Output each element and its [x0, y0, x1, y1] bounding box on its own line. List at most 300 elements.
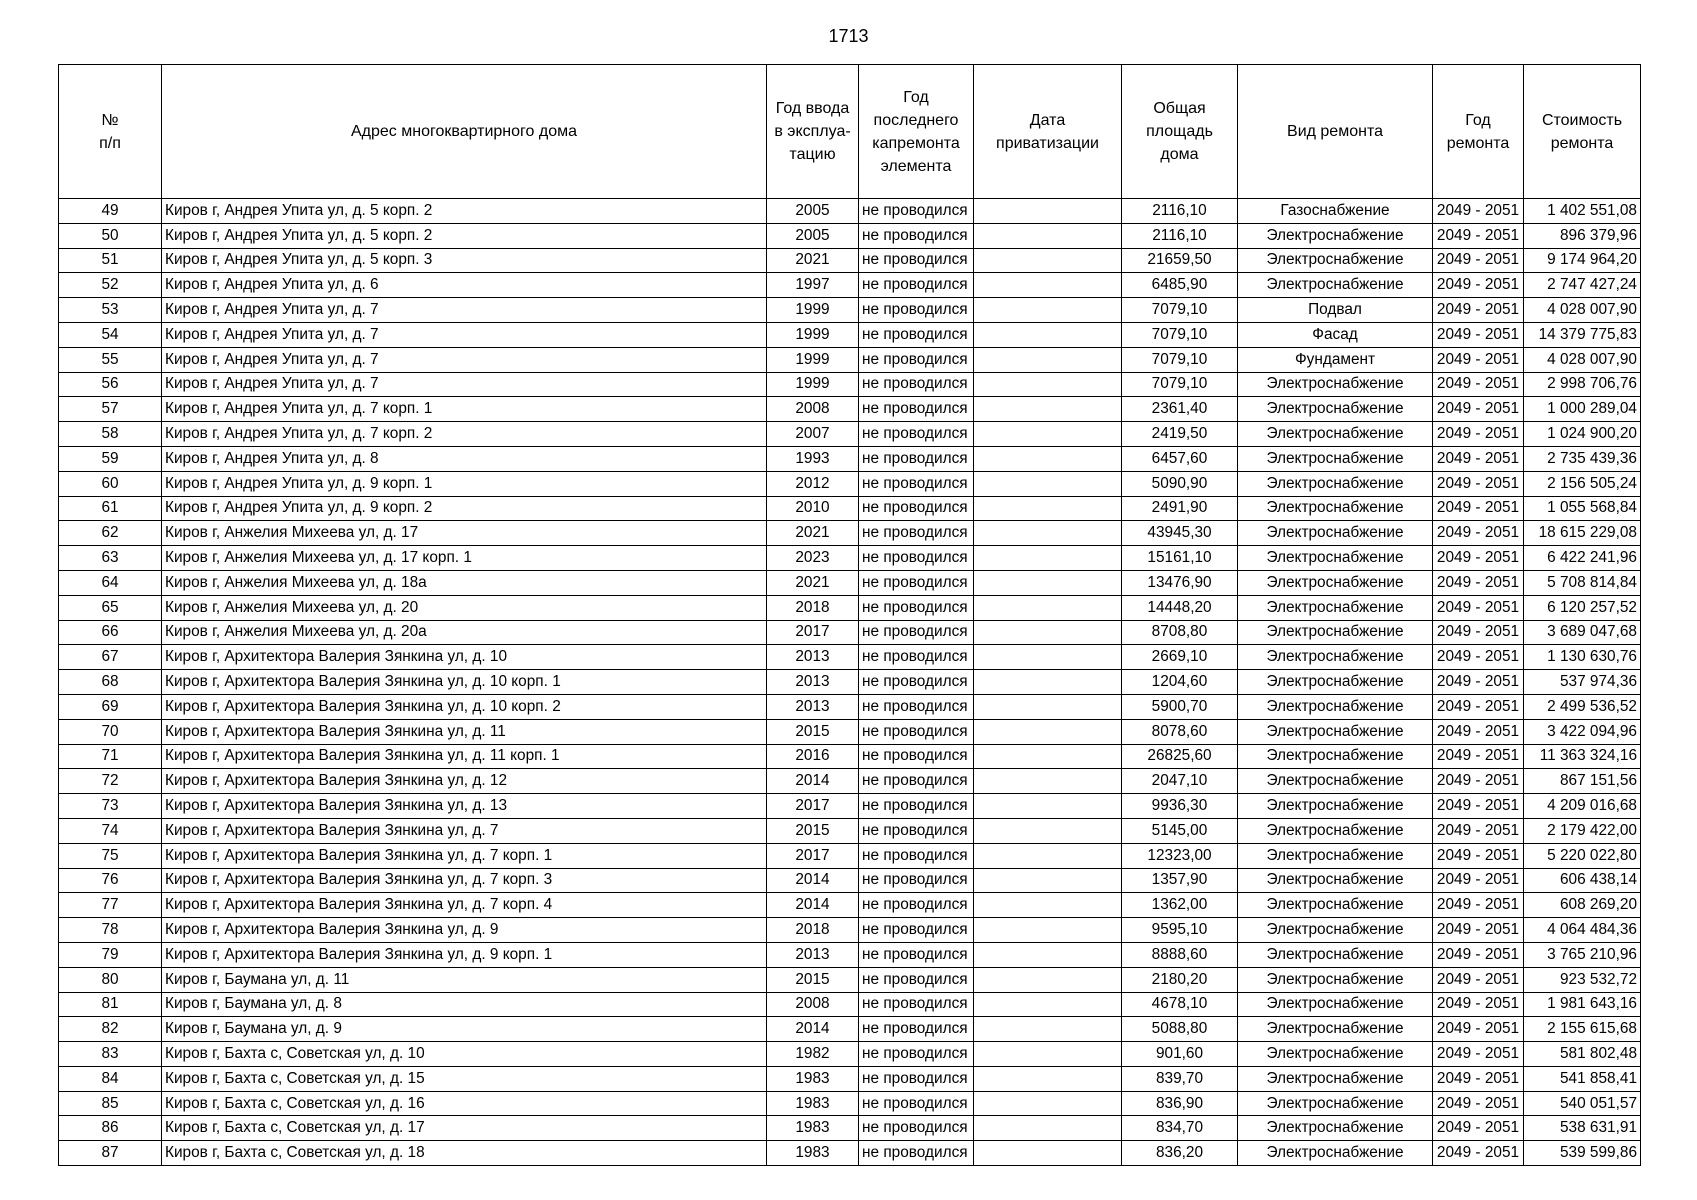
cost-cell: 2 735 439,36 [1524, 446, 1641, 471]
repair-type-cell: Электроснабжение [1238, 496, 1433, 521]
address-cell: Киров г, Архитектора Валерия Зянкина ул, д. 11 [162, 719, 767, 744]
year-built-cell: 2007 [767, 422, 859, 447]
cost-cell: 608 269,20 [1524, 893, 1641, 918]
row-number: 54 [59, 322, 162, 347]
address-cell: Киров г, Анжелия Михеева ул, д. 17 [162, 521, 767, 546]
row-number: 84 [59, 1066, 162, 1091]
repair-type-cell: Электроснабжение [1238, 471, 1433, 496]
privatization-cell [974, 496, 1122, 521]
address-cell: Киров г, Бахта с, Советская ул, д. 15 [162, 1066, 767, 1091]
repair-type-cell: Электроснабжение [1238, 620, 1433, 645]
address-cell: Киров г, Анжелия Михеева ул, д. 18а [162, 570, 767, 595]
repair-year-cell: 2049 - 2051 [1433, 868, 1524, 893]
privatization-cell [974, 645, 1122, 670]
table-row [59, 620, 1641, 645]
last-repair-cell: не проводился [859, 1091, 974, 1116]
row-number: 66 [59, 620, 162, 645]
privatization-cell [974, 422, 1122, 447]
year-built-cell: 1999 [767, 298, 859, 323]
area-cell: 2180,20 [1122, 967, 1238, 992]
row-number: 65 [59, 595, 162, 620]
row-number: 60 [59, 471, 162, 496]
year-built-cell: 1999 [767, 372, 859, 397]
repair-year-cell: 2049 - 2051 [1433, 794, 1524, 819]
area-cell: 9595,10 [1122, 918, 1238, 943]
repair-year-cell: 2049 - 2051 [1433, 719, 1524, 744]
row-number: 64 [59, 570, 162, 595]
table-row [59, 199, 1641, 224]
repair-year-cell: 2049 - 2051 [1433, 843, 1524, 868]
cost-cell: 606 438,14 [1524, 868, 1641, 893]
area-cell: 2491,90 [1122, 496, 1238, 521]
cost-cell: 4 028 007,90 [1524, 347, 1641, 372]
year-built-cell: 2005 [767, 199, 859, 224]
row-number: 87 [59, 1141, 162, 1166]
privatization-cell [974, 818, 1122, 843]
repair-type-cell: Фасад [1238, 322, 1433, 347]
row-number: 53 [59, 298, 162, 323]
privatization-cell [974, 397, 1122, 422]
year-built-cell: 2014 [767, 1017, 859, 1042]
year-built-cell: 2023 [767, 546, 859, 571]
address-cell: Киров г, Бахта с, Советская ул, д. 17 [162, 1116, 767, 1141]
privatization-cell [974, 843, 1122, 868]
repair-year-cell: 2049 - 2051 [1433, 967, 1524, 992]
repair-type-cell: Электроснабжение [1238, 446, 1433, 471]
address-cell: Киров г, Архитектора Валерия Зянкина ул, д. 13 [162, 794, 767, 819]
year-built-cell: 2013 [767, 670, 859, 695]
row-number: 69 [59, 694, 162, 719]
cost-cell: 537 974,36 [1524, 670, 1641, 695]
cost-cell: 2 998 706,76 [1524, 372, 1641, 397]
row-number: 57 [59, 397, 162, 422]
col-header-year-built: Год ввода в эксплуа-тацию [767, 65, 859, 199]
area-cell: 9936,30 [1122, 794, 1238, 819]
privatization-cell [974, 670, 1122, 695]
address-cell: Киров г, Анжелия Михеева ул, д. 20 [162, 595, 767, 620]
row-number: 83 [59, 1042, 162, 1067]
year-built-cell: 2015 [767, 967, 859, 992]
last-repair-cell: не проводился [859, 694, 974, 719]
table-row [59, 1091, 1641, 1116]
last-repair-cell: не проводился [859, 992, 974, 1017]
row-number: 59 [59, 446, 162, 471]
table-row [59, 372, 1641, 397]
row-number: 50 [59, 223, 162, 248]
year-built-cell: 2013 [767, 942, 859, 967]
area-cell: 14448,20 [1122, 595, 1238, 620]
address-cell: Киров г, Архитектора Валерия Зянкина ул, д. 7 корп. 3 [162, 868, 767, 893]
area-cell: 8708,80 [1122, 620, 1238, 645]
repair-year-cell: 2049 - 2051 [1433, 620, 1524, 645]
table-row [59, 322, 1641, 347]
year-built-cell: 2017 [767, 843, 859, 868]
repair-type-cell: Электроснабжение [1238, 769, 1433, 794]
address-cell: Киров г, Бахта с, Советская ул, д. 10 [162, 1042, 767, 1067]
repair-type-cell: Электроснабжение [1238, 719, 1433, 744]
year-built-cell: 1997 [767, 273, 859, 298]
address-cell: Киров г, Архитектора Валерия Зянкина ул, д. 9 [162, 918, 767, 943]
table-row [59, 496, 1641, 521]
cost-cell: 14 379 775,83 [1524, 322, 1641, 347]
repair-year-cell: 2049 - 2051 [1433, 298, 1524, 323]
address-cell: Киров г, Баумана ул, д. 11 [162, 967, 767, 992]
table-row [59, 645, 1641, 670]
cost-cell: 923 532,72 [1524, 967, 1641, 992]
row-number: 51 [59, 248, 162, 273]
last-repair-cell: не проводился [859, 1116, 974, 1141]
area-cell: 8888,60 [1122, 942, 1238, 967]
privatization-cell [974, 1017, 1122, 1042]
privatization-cell [974, 719, 1122, 744]
year-built-cell: 2018 [767, 918, 859, 943]
repair-type-cell: Электроснабжение [1238, 521, 1433, 546]
cost-cell: 4 064 484,36 [1524, 918, 1641, 943]
table-row [59, 893, 1641, 918]
repair-type-cell: Электроснабжение [1238, 595, 1433, 620]
row-number: 78 [59, 918, 162, 943]
address-cell: Киров г, Андрея Упита ул, д. 6 [162, 273, 767, 298]
repair-year-cell: 2049 - 2051 [1433, 670, 1524, 695]
row-number: 79 [59, 942, 162, 967]
col-header-last-repair: Год последнего капремонта элемента [859, 65, 974, 199]
row-number: 82 [59, 1017, 162, 1042]
row-number: 86 [59, 1116, 162, 1141]
year-built-cell: 1983 [767, 1066, 859, 1091]
table-row [59, 967, 1641, 992]
table-row [59, 769, 1641, 794]
col-header-area: Общая площадь дома [1122, 65, 1238, 199]
row-number: 56 [59, 372, 162, 397]
privatization-cell [974, 595, 1122, 620]
area-cell: 901,60 [1122, 1042, 1238, 1067]
repair-type-cell: Электроснабжение [1238, 843, 1433, 868]
area-cell: 15161,10 [1122, 546, 1238, 571]
repair-type-cell: Электроснабжение [1238, 967, 1433, 992]
privatization-cell [974, 223, 1122, 248]
area-cell: 6457,60 [1122, 446, 1238, 471]
year-built-cell: 2013 [767, 694, 859, 719]
address-cell: Киров г, Архитектора Валерия Зянкина ул, д. 9 корп. 1 [162, 942, 767, 967]
repair-year-cell: 2049 - 2051 [1433, 595, 1524, 620]
row-number: 61 [59, 496, 162, 521]
privatization-cell [974, 471, 1122, 496]
row-number: 72 [59, 769, 162, 794]
table-row [59, 744, 1641, 769]
repair-year-cell: 2049 - 2051 [1433, 322, 1524, 347]
area-cell: 13476,90 [1122, 570, 1238, 595]
repair-type-cell: Электроснабжение [1238, 645, 1433, 670]
repair-year-cell: 2049 - 2051 [1433, 223, 1524, 248]
area-cell: 836,90 [1122, 1091, 1238, 1116]
last-repair-cell: не проводился [859, 1017, 974, 1042]
repair-type-cell: Газоснабжение [1238, 199, 1433, 224]
year-built-cell: 2008 [767, 397, 859, 422]
repair-type-cell: Электроснабжение [1238, 818, 1433, 843]
cost-cell: 11 363 324,16 [1524, 744, 1641, 769]
privatization-cell [974, 967, 1122, 992]
address-cell: Киров г, Архитектора Валерия Зянкина ул, д. 12 [162, 769, 767, 794]
cost-cell: 3 765 210,96 [1524, 942, 1641, 967]
address-cell: Киров г, Бахта с, Советская ул, д. 18 [162, 1141, 767, 1166]
repair-type-cell: Электроснабжение [1238, 694, 1433, 719]
privatization-cell [974, 918, 1122, 943]
area-cell: 836,20 [1122, 1141, 1238, 1166]
row-number: 73 [59, 794, 162, 819]
last-repair-cell: не проводился [859, 1042, 974, 1067]
col-header-cost: Стоимость ремонта [1524, 65, 1641, 199]
cost-cell: 540 051,57 [1524, 1091, 1641, 1116]
privatization-cell [974, 868, 1122, 893]
address-cell: Киров г, Андрея Упита ул, д. 8 [162, 446, 767, 471]
cost-cell: 3 422 094,96 [1524, 719, 1641, 744]
area-cell: 2669,10 [1122, 645, 1238, 670]
last-repair-cell: не проводился [859, 893, 974, 918]
area-cell: 21659,50 [1122, 248, 1238, 273]
repair-type-cell: Фундамент [1238, 347, 1433, 372]
col-header-repair-type: Вид ремонта [1238, 65, 1433, 199]
repair-year-cell: 2049 - 2051 [1433, 645, 1524, 670]
table-body [59, 199, 1641, 1166]
last-repair-cell: не проводился [859, 372, 974, 397]
last-repair-cell: не проводился [859, 521, 974, 546]
privatization-cell [974, 248, 1122, 273]
cost-cell: 5 708 814,84 [1524, 570, 1641, 595]
table-row [59, 595, 1641, 620]
year-built-cell: 2013 [767, 645, 859, 670]
repair-type-cell: Электроснабжение [1238, 422, 1433, 447]
table-row [59, 719, 1641, 744]
last-repair-cell: не проводился [859, 496, 974, 521]
area-cell: 6485,90 [1122, 273, 1238, 298]
repair-year-cell: 2049 - 2051 [1433, 546, 1524, 571]
year-built-cell: 2014 [767, 769, 859, 794]
address-cell: Киров г, Андрея Упита ул, д. 7 корп. 1 [162, 397, 767, 422]
last-repair-cell: не проводился [859, 794, 974, 819]
last-repair-cell: не проводился [859, 868, 974, 893]
table-row [59, 273, 1641, 298]
repair-type-cell: Электроснабжение [1238, 942, 1433, 967]
year-built-cell: 1993 [767, 446, 859, 471]
row-number: 77 [59, 893, 162, 918]
cost-cell: 9 174 964,20 [1524, 248, 1641, 273]
area-cell: 8078,60 [1122, 719, 1238, 744]
area-cell: 26825,60 [1122, 744, 1238, 769]
last-repair-cell: не проводился [859, 471, 974, 496]
address-cell: Киров г, Баумана ул, д. 9 [162, 1017, 767, 1042]
repair-year-cell: 2049 - 2051 [1433, 397, 1524, 422]
area-cell: 4678,10 [1122, 992, 1238, 1017]
address-cell: Киров г, Андрея Упита ул, д. 5 корп. 2 [162, 199, 767, 224]
last-repair-cell: не проводился [859, 347, 974, 372]
row-number: 63 [59, 546, 162, 571]
address-cell: Киров г, Андрея Упита ул, д. 7 [162, 322, 767, 347]
last-repair-cell: не проводился [859, 397, 974, 422]
repair-year-cell: 2049 - 2051 [1433, 347, 1524, 372]
table-row [59, 1017, 1641, 1042]
privatization-cell [974, 620, 1122, 645]
repair-year-cell: 2049 - 2051 [1433, 446, 1524, 471]
last-repair-cell: не проводился [859, 645, 974, 670]
table-row [59, 670, 1641, 695]
row-number: 74 [59, 818, 162, 843]
address-cell: Киров г, Архитектора Валерия Зянкина ул, д. 10 корп. 1 [162, 670, 767, 695]
area-cell: 2419,50 [1122, 422, 1238, 447]
repair-type-cell: Электроснабжение [1238, 1066, 1433, 1091]
privatization-cell [974, 769, 1122, 794]
table-row [59, 397, 1641, 422]
repair-year-cell: 2049 - 2051 [1433, 1042, 1524, 1067]
privatization-cell [974, 794, 1122, 819]
repair-type-cell: Электроснабжение [1238, 273, 1433, 298]
privatization-cell [974, 521, 1122, 546]
repair-year-cell: 2049 - 2051 [1433, 1017, 1524, 1042]
year-built-cell: 2014 [767, 893, 859, 918]
last-repair-cell: не проводился [859, 967, 974, 992]
repair-type-cell: Электроснабжение [1238, 1042, 1433, 1067]
cost-cell: 1 024 900,20 [1524, 422, 1641, 447]
last-repair-cell: не проводился [859, 199, 974, 224]
last-repair-cell: не проводился [859, 223, 974, 248]
cost-cell: 896 379,96 [1524, 223, 1641, 248]
repair-year-cell: 2049 - 2051 [1433, 1116, 1524, 1141]
last-repair-cell: не проводился [859, 843, 974, 868]
repair-year-cell: 2049 - 2051 [1433, 1141, 1524, 1166]
privatization-cell [974, 273, 1122, 298]
repair-type-cell: Электроснабжение [1238, 794, 1433, 819]
repair-type-cell: Электроснабжение [1238, 248, 1433, 273]
last-repair-cell: не проводился [859, 1066, 974, 1091]
row-number: 68 [59, 670, 162, 695]
year-built-cell: 2021 [767, 570, 859, 595]
table-row [59, 446, 1641, 471]
address-cell: Киров г, Архитектора Валерия Зянкина ул, д. 7 корп. 1 [162, 843, 767, 868]
cost-cell: 1 055 568,84 [1524, 496, 1641, 521]
year-built-cell: 2010 [767, 496, 859, 521]
cost-cell: 2 499 536,52 [1524, 694, 1641, 719]
address-cell: Киров г, Андрея Упита ул, д. 5 корп. 3 [162, 248, 767, 273]
address-cell: Киров г, Андрея Упита ул, д. 9 корп. 1 [162, 471, 767, 496]
row-number: 58 [59, 422, 162, 447]
table-row [59, 818, 1641, 843]
privatization-cell [974, 1042, 1122, 1067]
area-cell: 2047,10 [1122, 769, 1238, 794]
privatization-cell [974, 298, 1122, 323]
year-built-cell: 2015 [767, 719, 859, 744]
row-number: 49 [59, 199, 162, 224]
address-cell: Киров г, Баумана ул, д. 8 [162, 992, 767, 1017]
repair-type-cell: Электроснабжение [1238, 372, 1433, 397]
repair-year-cell: 2049 - 2051 [1433, 769, 1524, 794]
area-cell: 7079,10 [1122, 372, 1238, 397]
cost-cell: 4 028 007,90 [1524, 298, 1641, 323]
last-repair-cell: не проводился [859, 322, 974, 347]
row-number: 76 [59, 868, 162, 893]
repair-year-cell: 2049 - 2051 [1433, 893, 1524, 918]
area-cell: 2116,10 [1122, 199, 1238, 224]
year-built-cell: 1983 [767, 1091, 859, 1116]
last-repair-cell: не проводился [859, 570, 974, 595]
cost-cell: 1 402 551,08 [1524, 199, 1641, 224]
repair-type-cell: Электроснабжение [1238, 992, 1433, 1017]
area-cell: 2361,40 [1122, 397, 1238, 422]
last-repair-cell: не проводился [859, 546, 974, 571]
cost-cell: 2 747 427,24 [1524, 273, 1641, 298]
repair-year-cell: 2049 - 2051 [1433, 992, 1524, 1017]
repair-type-cell: Электроснабжение [1238, 570, 1433, 595]
cost-cell: 1 000 289,04 [1524, 397, 1641, 422]
year-built-cell: 2017 [767, 794, 859, 819]
repair-year-cell: 2049 - 2051 [1433, 273, 1524, 298]
row-number: 62 [59, 521, 162, 546]
table-row [59, 1066, 1641, 1091]
table-row [59, 347, 1641, 372]
privatization-cell [974, 347, 1122, 372]
cost-cell: 1 130 630,76 [1524, 645, 1641, 670]
repair-schedule-table [58, 64, 1641, 1166]
year-built-cell: 1982 [767, 1042, 859, 1067]
row-number: 55 [59, 347, 162, 372]
table-row [59, 570, 1641, 595]
cost-cell: 6 120 257,52 [1524, 595, 1641, 620]
area-cell: 5145,00 [1122, 818, 1238, 843]
area-cell: 834,70 [1122, 1116, 1238, 1141]
privatization-cell [974, 570, 1122, 595]
address-cell: Киров г, Андрея Упита ул, д. 7 [162, 372, 767, 397]
area-cell: 1204,60 [1122, 670, 1238, 695]
table-row [59, 521, 1641, 546]
repair-year-cell: 2049 - 2051 [1433, 248, 1524, 273]
row-number: 71 [59, 744, 162, 769]
privatization-cell [974, 1066, 1122, 1091]
col-header-repair-year: Год ремонта [1433, 65, 1524, 199]
year-built-cell: 1999 [767, 347, 859, 372]
privatization-cell [974, 1091, 1122, 1116]
table-row [59, 298, 1641, 323]
area-cell: 7079,10 [1122, 298, 1238, 323]
address-cell: Киров г, Архитектора Валерия Зянкина ул, д. 10 корп. 2 [162, 694, 767, 719]
last-repair-cell: не проводился [859, 942, 974, 967]
col-header-num: № п/п [59, 65, 162, 199]
year-built-cell: 2021 [767, 521, 859, 546]
row-number: 75 [59, 843, 162, 868]
table-row [59, 223, 1641, 248]
repair-year-cell: 2049 - 2051 [1433, 422, 1524, 447]
cost-cell: 867 151,56 [1524, 769, 1641, 794]
last-repair-cell: не проводился [859, 620, 974, 645]
repair-type-cell: Подвал [1238, 298, 1433, 323]
repair-year-cell: 2049 - 2051 [1433, 818, 1524, 843]
cost-cell: 2 155 615,68 [1524, 1017, 1641, 1042]
cost-cell: 4 209 016,68 [1524, 794, 1641, 819]
cost-cell: 6 422 241,96 [1524, 546, 1641, 571]
repair-type-cell: Электроснабжение [1238, 397, 1433, 422]
table-row [59, 546, 1641, 571]
address-cell: Киров г, Андрея Упита ул, д. 7 [162, 347, 767, 372]
row-number: 67 [59, 645, 162, 670]
privatization-cell [974, 992, 1122, 1017]
table-row [59, 694, 1641, 719]
address-cell: Киров г, Анжелия Михеева ул, д. 17 корп. 1 [162, 546, 767, 571]
area-cell: 12323,00 [1122, 843, 1238, 868]
last-repair-cell: не проводился [859, 719, 974, 744]
table-row [59, 1141, 1641, 1166]
address-cell: Киров г, Архитектора Валерия Зянкина ул, д. 11 корп. 1 [162, 744, 767, 769]
year-built-cell: 2015 [767, 818, 859, 843]
repair-type-cell: Электроснабжение [1238, 670, 1433, 695]
table-row [59, 1042, 1641, 1067]
repair-year-cell: 2049 - 2051 [1433, 942, 1524, 967]
